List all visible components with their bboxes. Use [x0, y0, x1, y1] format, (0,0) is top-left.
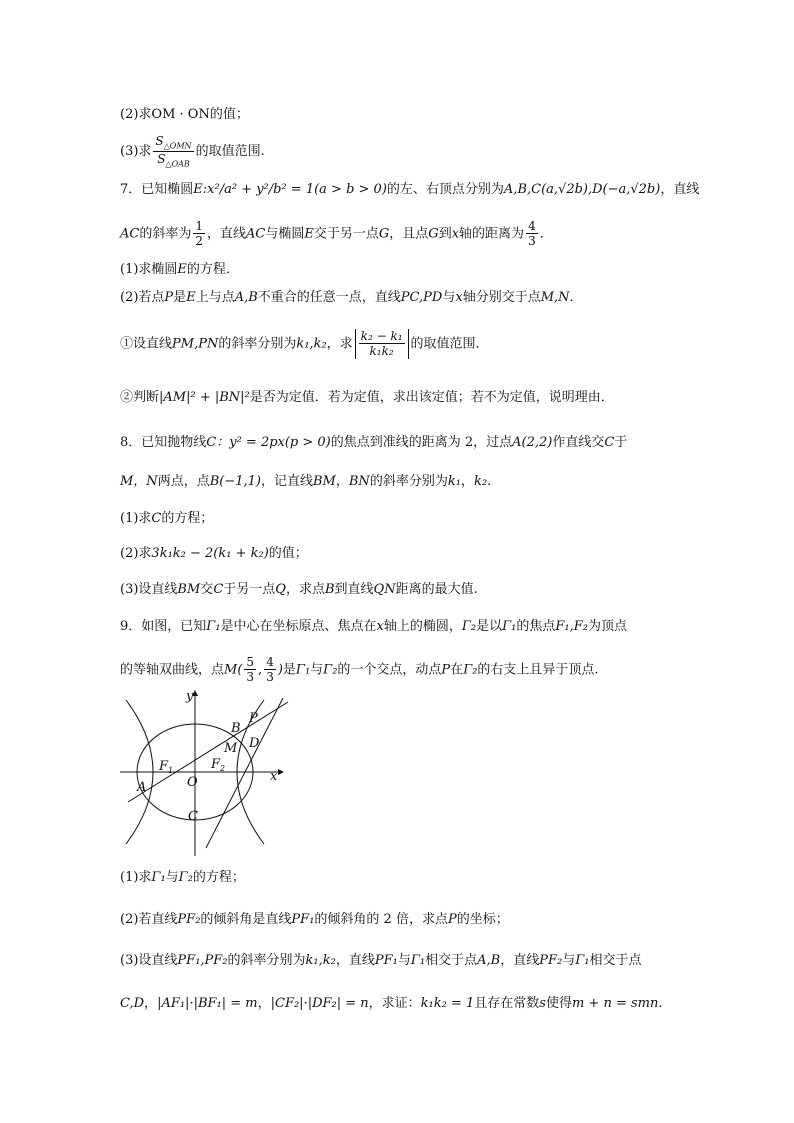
math: B(−1,1) [209, 474, 261, 489]
text: 是以 [476, 619, 503, 634]
text: 于另一点 [223, 582, 276, 597]
text: 是 [282, 662, 296, 678]
ellipse-hyperbola-figure [118, 688, 298, 858]
math: A(2,2) [512, 435, 553, 450]
math: Γ₁ [575, 953, 590, 968]
math: AC [246, 226, 266, 242]
text: 与 [562, 953, 576, 968]
text: 的焦点 [516, 619, 556, 634]
text: (2)若点 [120, 290, 165, 305]
text: 的值； [268, 546, 308, 561]
math: k₂ [473, 474, 488, 489]
math: Γ₁ [502, 619, 517, 634]
text: ． [569, 290, 583, 305]
math: k₁k₂ = 1 [420, 996, 475, 1011]
math: Γ₁ [151, 870, 166, 885]
text: 不重合的任意一点，直线 [257, 290, 401, 305]
denominator: 3 [528, 234, 536, 249]
math: k₁,k₂ [305, 953, 336, 968]
text: ，求点 [285, 582, 325, 597]
math: G [378, 226, 390, 242]
math: m + n = smn [571, 996, 659, 1011]
text: 的斜率分别为 [369, 474, 448, 489]
math: P [447, 912, 457, 927]
math: x [451, 226, 460, 242]
label-b: B [231, 721, 241, 736]
math: A,B,C(a,√2b),D(−a,√2b) [503, 182, 661, 197]
text: 的方程； [192, 870, 245, 885]
math: |CF₂|·|DF₂| = n [270, 996, 369, 1011]
label-d: D [249, 736, 260, 751]
math: C [151, 511, 162, 526]
text: 是中心在坐标原点、焦点在 [220, 619, 377, 634]
math: E [304, 226, 314, 242]
text: 上与点 [195, 290, 235, 305]
text: 到 [438, 226, 452, 242]
text: 7．已知椭圆 [120, 182, 194, 197]
math: C [213, 582, 224, 597]
text: 为顶点 [588, 619, 628, 634]
text: 的坐标； [456, 912, 509, 927]
text: ，求证： [368, 996, 421, 1011]
math: PC,PD [400, 290, 443, 305]
text: 是否为定值．若为定值，求出该定值；若不为定值，说明理由． [249, 390, 614, 405]
text: . [658, 996, 663, 1011]
numerator: S [155, 134, 164, 148]
math: PF₁ [374, 953, 398, 968]
text: (2)求 [120, 546, 152, 561]
text: 距离的最大值. [395, 582, 478, 597]
math: A,B [234, 290, 258, 305]
denominator: 3 [266, 670, 274, 685]
math: P [441, 662, 451, 678]
text: 与 [397, 953, 411, 968]
fraction-five-thirds [244, 655, 256, 685]
text: ②判断 [120, 390, 160, 405]
q6-part2 [120, 107, 249, 123]
text: 8．已知抛物线 [120, 435, 207, 450]
math: x [376, 619, 384, 634]
text: (1)求椭圆 [120, 262, 178, 277]
text: ，直线 [660, 182, 700, 197]
x-axis-arrow [278, 769, 284, 775]
text: 的取值范围. [195, 143, 265, 159]
line-pf1 [128, 702, 288, 802]
text: 的右支上且异于顶点. [477, 662, 599, 678]
abs-fraction [355, 329, 409, 359]
text: ，且点 [389, 226, 429, 242]
math: A,B [477, 953, 501, 968]
text: ， [257, 996, 271, 1011]
text: ，求 [326, 336, 353, 352]
label-origin: O [187, 775, 198, 790]
text: ，直线 [500, 953, 540, 968]
q9-part1 [120, 870, 245, 886]
fraction-four-thirds-m [264, 655, 276, 685]
q7-stem-line2 [120, 219, 553, 249]
text: 的焦点到准线的距离为 2，过点 [330, 435, 513, 450]
parabola-equation: C：y² = 2px(p > 0) [206, 435, 331, 450]
text: ， [144, 996, 158, 1011]
math: PF₂ [539, 953, 563, 968]
math: C [604, 435, 615, 450]
math: BN [348, 474, 370, 489]
text: (1)求 [120, 870, 152, 885]
text: 轴上的椭圆， [383, 619, 462, 634]
denominator: k₁k₂ [369, 344, 394, 359]
label-a: A [137, 780, 147, 795]
math: P [164, 290, 174, 305]
math: BM [312, 474, 336, 489]
fraction-half [193, 219, 205, 249]
math: C,D [120, 996, 145, 1011]
math: F₁,F₂ [555, 619, 588, 634]
math: 3k₁k₂ − 2(k₁ + k₂) [151, 546, 269, 561]
math: B [324, 582, 335, 597]
numerator: 4 [528, 219, 536, 233]
text: 的斜率分别为 [227, 953, 306, 968]
math: x [455, 290, 463, 305]
label-f2: F [211, 757, 221, 772]
fraction-four-thirds [526, 219, 538, 249]
label-c: C [188, 809, 198, 824]
text: 的一个交点，动点 [337, 662, 442, 678]
math: M,N [540, 290, 570, 305]
text: 的等轴双曲线，点 [120, 662, 225, 678]
text: . [487, 474, 492, 489]
q9-part2 [120, 912, 509, 928]
math: Γ₂ [323, 662, 338, 678]
text: 作直线交 [552, 435, 605, 450]
q8-part2 [120, 546, 308, 562]
text: ． [539, 226, 553, 242]
label-x: x [270, 769, 278, 784]
q7-part2-1 [120, 329, 489, 359]
text: 的倾斜角是直线 [200, 912, 292, 927]
math: |AM|² + |BN|² [159, 390, 250, 405]
math: Γ₁ [295, 662, 311, 678]
q9-stem-line2: 的等轴双曲线，点M( $\frac{5}{3}$ , $\frac{4}{3}$ )是Γ₁与Γ₂的一个交点，动点P在Γ₂的右支上且异于顶点. [120, 655, 599, 685]
math: AC [120, 226, 140, 242]
math: k₁ [447, 474, 461, 489]
math: E [186, 290, 196, 305]
text: 轴分别交于点 [462, 290, 541, 305]
q8-part3 [120, 582, 478, 598]
math: ) [277, 662, 283, 678]
text: 到直线 [334, 582, 374, 597]
denominator: 2 [195, 234, 203, 249]
denominator: S [157, 151, 166, 166]
ellipse-equation: x²/a² + y²/b² = 1(a > b > 0) [207, 182, 387, 197]
text: ， [460, 474, 474, 489]
math: BM [177, 582, 201, 597]
math: Γ₂ [461, 619, 477, 634]
math: Γ₂ [463, 662, 478, 678]
math: |AF₁|·|BF₁| = m [157, 996, 258, 1011]
text: 的方程； [161, 511, 214, 526]
math: PF₁,PF₂ [177, 953, 228, 968]
numerator: 5 [246, 655, 255, 669]
text: 相交于点 [589, 953, 642, 968]
text: 与 [310, 662, 324, 678]
area-ratio-fraction: $\frac{S_{\triangle OMN}}{S_{\triangle OAB}}$ [155, 134, 192, 169]
q9-stem-line1 [120, 619, 627, 635]
math: PF₁ [291, 912, 315, 927]
text: 的斜率分别为 [218, 336, 297, 352]
text: (3)设直线 [120, 953, 178, 968]
text: 轴的距离为 [459, 226, 525, 242]
text: (3)求 [120, 143, 152, 159]
math: Γ₂ [178, 870, 193, 885]
numerator: 1 [195, 219, 203, 233]
text: 于 [614, 435, 628, 450]
label-f2-sub: 2 [220, 764, 226, 773]
text: ①设直线 [120, 336, 173, 352]
q7-part2-2 [120, 390, 614, 406]
text: (3)设直线 [120, 582, 178, 597]
text: 的方程． [186, 262, 239, 277]
text: (2)若直线 [120, 912, 178, 927]
math: k₁,k₂ [296, 336, 327, 352]
label-p: P [249, 711, 258, 726]
text: 的斜率为 [139, 226, 192, 242]
math: E [177, 262, 187, 277]
label-m: M [224, 741, 238, 756]
math: M，N [120, 474, 158, 489]
q7-part2 [120, 290, 583, 306]
q6-part3 [120, 134, 265, 169]
text: 的取值范围． [410, 336, 489, 352]
text: ，记直线 [260, 474, 313, 489]
numerator: k₂ − k₁ [360, 329, 403, 343]
numerator: 4 [266, 655, 274, 669]
q8-stem-line2 [120, 474, 491, 490]
text: 与 [442, 290, 456, 305]
math: s [539, 996, 546, 1011]
text: 交 [200, 582, 214, 597]
text: ， [335, 474, 349, 489]
label-y: y [186, 689, 194, 704]
q8-stem-line1 [120, 435, 627, 451]
math: G [428, 226, 439, 242]
text: ，直线 [207, 226, 247, 242]
text: (1)求 [120, 511, 152, 526]
math: M( [224, 662, 243, 678]
math: PM,PN [172, 336, 219, 352]
text: 交于另一点 [313, 226, 379, 242]
text: 相交于点 [425, 953, 478, 968]
math: Γ₁ [410, 953, 426, 968]
q8-part1 [120, 511, 213, 527]
math: Q [275, 582, 286, 597]
text: 且存在常数 [474, 996, 540, 1011]
q7-part1 [120, 262, 239, 278]
text: 使得 [545, 996, 572, 1011]
text: 的倾斜角的 2 倍，求点 [314, 912, 448, 927]
q7-stem-line1 [120, 182, 699, 198]
text: 两点，点 [157, 474, 210, 489]
q9-part3-line1 [120, 953, 641, 969]
text: 是 [173, 290, 187, 305]
denominator: 3 [246, 670, 255, 685]
q9-part3-line2 [120, 996, 663, 1012]
text: 与椭圆 [265, 226, 305, 242]
math: Γ₁ [206, 619, 221, 634]
label-f1-sub: 1 [168, 766, 174, 775]
label-f1: F [159, 759, 169, 774]
math: QN [373, 582, 396, 597]
text: 与 [165, 870, 179, 885]
math: E: [193, 182, 208, 197]
text: 9．如图，已知 [120, 619, 207, 634]
q6-part2-text: (2)求OM · ON的值； [120, 107, 249, 122]
text: 的左、右顶点分别为 [386, 182, 504, 197]
text: ，直线 [335, 953, 375, 968]
text: 在 [450, 662, 464, 678]
math: PF₂ [177, 912, 201, 927]
